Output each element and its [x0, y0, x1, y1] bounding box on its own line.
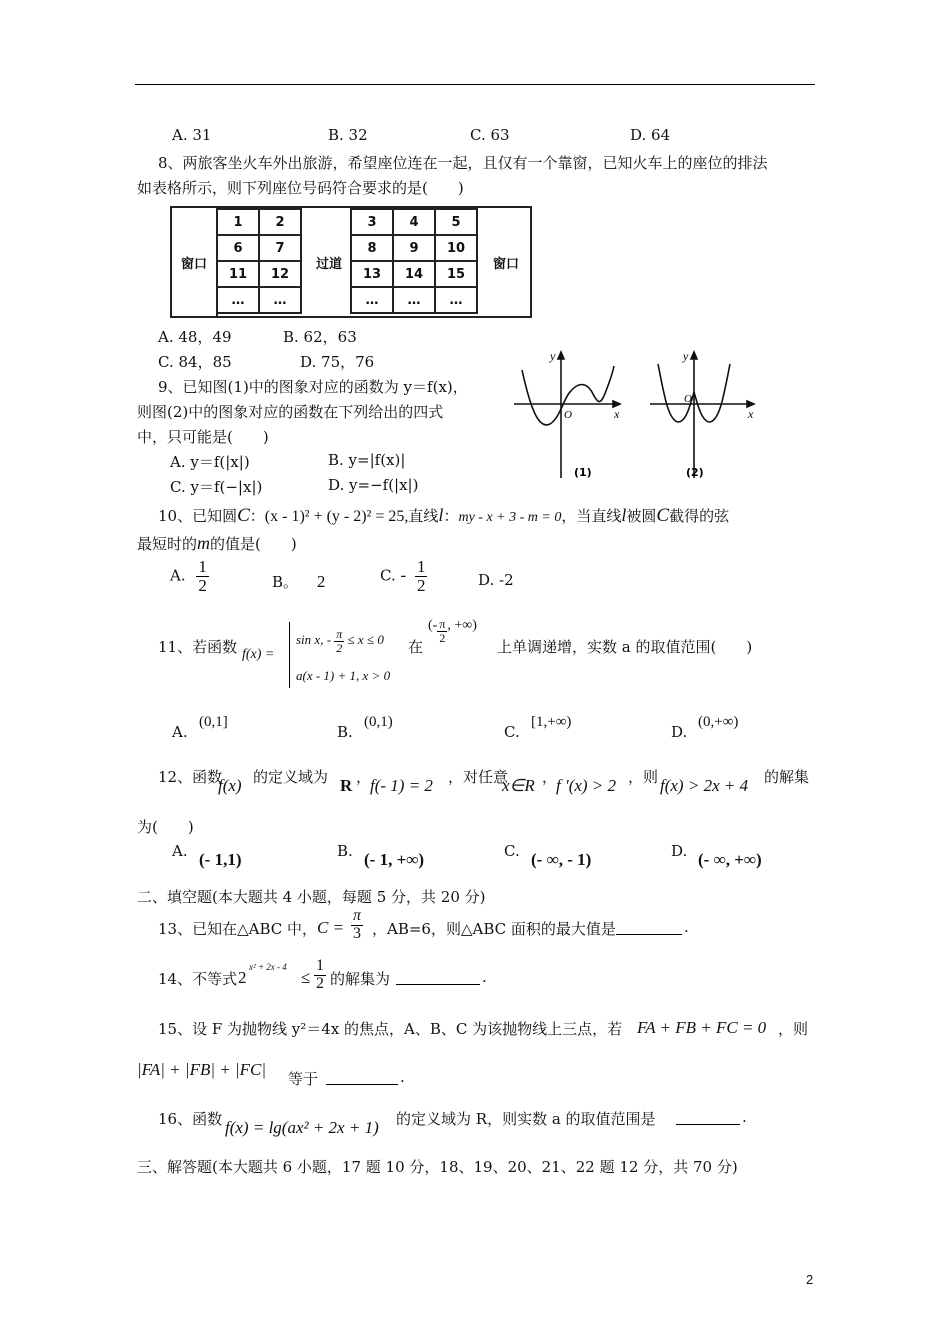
q10-option-d: D. -2: [478, 571, 514, 589]
q13-pi-over-3: [351, 908, 363, 943]
q8-option-c: C. 84，85: [158, 353, 232, 371]
q11-option-b-label: B.: [337, 723, 353, 741]
q9-option-c: C. y＝f(−|x|): [170, 478, 263, 496]
q13-prefix: 13、已知在△ABC 中，: [158, 920, 318, 938]
q10-option-b: [272, 571, 325, 592]
q12-comma: ，: [356, 768, 372, 786]
q14-prefix: 14、不等式: [158, 970, 238, 988]
frac-num: π: [439, 617, 446, 631]
q11-prefix: 11、若函数: [158, 638, 238, 656]
q10-line2-a: 最短时的: [137, 535, 198, 553]
q12-option-c-value: (- ∞, - 1): [531, 850, 592, 869]
q8-option-b: B. 62，63: [283, 328, 357, 346]
graph-2: [650, 352, 754, 478]
q10-end-text: 截得的弦: [669, 507, 730, 525]
graph2-label: (2): [686, 466, 704, 479]
seat-cell: 11: [217, 261, 259, 287]
q14-end: .: [482, 968, 487, 986]
seat-block-right: [350, 208, 478, 314]
q12-option-d-label: D.: [671, 842, 688, 860]
q16-expression: f(x) = lg(ax² + 2x + 1): [225, 1118, 379, 1137]
frac-den: 2: [439, 630, 446, 645]
window-right-label: 窗口: [492, 256, 519, 272]
aisle-label: 过道: [315, 256, 342, 272]
q12-t3: ，则: [628, 768, 659, 786]
q14-base: 2: [238, 968, 247, 987]
q10-prefix: 10、已知圆: [158, 507, 238, 525]
section-3-heading: 三、解答题(本大题共 6 小题，17 题 10 分，18、19、20、21、22 题 12 分，共 70 分): [137, 1158, 738, 1176]
q15-magnitude-sum: |FA| + |FB| + |FC|: [137, 1060, 267, 1079]
graph2-x-label: x: [748, 407, 754, 421]
q7-option-b: B. 32: [328, 126, 368, 144]
q12-option-d-value: (- ∞, +∞): [698, 850, 762, 869]
q8-text-line1: 8、两旅客坐火车外出旅游，希望座位连在一起，且仅有一个靠窗，已知火车上的座位的排法: [158, 154, 768, 172]
graph1-origin: O: [564, 409, 572, 421]
q10-mid-text: ，当直线: [561, 507, 622, 525]
seat-cell: …: [351, 287, 393, 313]
graph1-y-label: y: [550, 349, 556, 363]
q16-answer-blank[interactable]: [676, 1124, 740, 1125]
q11-in: 在: [408, 638, 424, 656]
q15-then: ，则: [778, 1020, 809, 1038]
q12-t2: ，对任意: [448, 768, 509, 786]
q15-line2-suffix: 等于: [288, 1070, 319, 1088]
seat-cell: …: [435, 287, 477, 313]
q8-option-a: A. 48，49: [158, 328, 232, 346]
q10-option-c-label: C.: [380, 566, 396, 585]
q10-option-a-fraction: [196, 558, 209, 595]
q7-option-a: A. 31: [172, 126, 212, 144]
seat-cell: 5: [435, 209, 477, 235]
q14-exponent: x² + 2x - 4: [249, 962, 287, 972]
seat-cell: …: [393, 287, 435, 313]
seat-cell: 12: [259, 261, 301, 287]
frac-den: 2: [316, 974, 324, 992]
graph1-label: (1): [574, 466, 592, 479]
q8-text-line2: 如表格所示，则下列座位号码符合要求的是( ): [137, 179, 464, 197]
q9-option-a: A. y＝f(|x|): [170, 453, 250, 471]
q11-case1-tail: ≤ x ≤ 0: [347, 632, 384, 648]
q12-comma-2: ，: [542, 768, 558, 786]
q13-end: .: [684, 918, 689, 936]
page-number: 2: [806, 1272, 814, 1287]
q11-option-d-value: (0,+∞): [698, 714, 739, 730]
q11-option-b-value: (0,1): [364, 714, 393, 730]
q11-fx: f(x) =: [242, 647, 275, 662]
seat-cell: 3: [351, 209, 393, 235]
q10-option-c: [380, 558, 427, 595]
frac-num: 1: [316, 957, 324, 974]
frac-num: 1: [416, 557, 426, 576]
q12-option-a-label: A.: [172, 842, 188, 860]
q10-circle-equation: (x - 1)² + (y - 2)² = 25,: [264, 508, 409, 525]
q14-le: ≤: [301, 968, 311, 987]
q10-m: m: [197, 533, 211, 553]
q14-one-half: [314, 958, 326, 993]
q10-line1: 10、已知圆C：(x - 1)² + (y - 2)² = 25,直线l：my - x + 3 - m = 0，当直线l被圆C截得的弦: [158, 505, 730, 526]
q10-line-l: l: [438, 505, 444, 525]
q11-case1-frac: [334, 628, 344, 654]
q13-suffix: ，AB=6，则△ABC 面积的最大值是: [372, 920, 616, 938]
q9-option-d: D. y=−f(|x|): [328, 476, 419, 494]
q10-option-b-value: 2: [316, 572, 326, 591]
q12-option-b-label: B.: [337, 842, 353, 860]
seat-cell: 13: [351, 261, 393, 287]
seat-cell: 10: [435, 235, 477, 261]
q11-case1: [296, 628, 384, 654]
q11-option-d-label: D.: [671, 723, 688, 741]
frac-num: π: [336, 627, 343, 641]
header-rule: [135, 84, 815, 85]
q9-figures: [508, 346, 788, 482]
q11-suffix: 上单调递增，实数 a 的取值范围( ): [497, 638, 753, 656]
graph1-x-label: x: [614, 407, 620, 421]
frac-den: 3: [353, 924, 361, 942]
seat-cell: …: [217, 287, 259, 313]
q11-option-a-label: A.: [172, 723, 188, 741]
q16-suffix: 的定义域为 R，则实数 a 的取值范围是: [396, 1110, 656, 1128]
q9-text-line1: 9、已知图(1)中的图象对应的函数为 y＝f(x)，: [158, 378, 468, 396]
q12-inequality: f(x) > 2x + 4: [660, 776, 749, 795]
q15-vector-sum: FA + FB + FC = 0: [637, 1018, 767, 1037]
seat-cell: …: [259, 287, 301, 313]
q10-colon: ：: [249, 507, 265, 525]
q10-line2-b: 的值是( ): [210, 535, 297, 553]
seat-table: [170, 206, 532, 318]
frac-num: π: [353, 907, 362, 924]
q11-case1-head: sin x, -: [296, 632, 332, 648]
q11-interval: [428, 618, 477, 644]
q14-fraction: [314, 958, 326, 993]
section-2-heading: 二、填空题(本大题共 4 小题，每题 5 分，共 20 分): [137, 888, 486, 906]
seat-cell: 7: [259, 235, 301, 261]
q12-option-b-value: (- 1, +∞): [364, 850, 425, 869]
q10-option-a: [170, 558, 209, 595]
q10-option-c-fraction: [415, 558, 428, 595]
seat-cell: 9: [393, 235, 435, 261]
q11-interval-tail: , +∞): [447, 618, 477, 633]
q10-circle-name-2: C: [656, 505, 670, 526]
q14-suffix: 的解集为: [330, 970, 391, 988]
q10-option-b-label: B。: [272, 573, 299, 591]
q11-case2: a(x - 1) + 1, x > 0: [296, 668, 391, 683]
window-left-label: 窗口: [172, 208, 218, 316]
seat-block-left: [216, 208, 302, 314]
frac-den: 2: [198, 575, 207, 595]
q9-text-line2: 则图(2)中的图象对应的函数在下列给出的四式: [137, 403, 444, 421]
q10-line-equation: my - x + 3 - m = 0: [458, 510, 562, 525]
q12-t4: 的解集: [764, 768, 810, 786]
q13-C-eq: C =: [317, 918, 345, 937]
q10-option-c-sign: -: [400, 565, 407, 585]
q15-answer-blank[interactable]: [326, 1084, 398, 1085]
q12-R: R: [340, 776, 353, 795]
q12-x-in-R: x∈R: [502, 776, 535, 795]
seat-cell: 2: [259, 209, 301, 235]
frac-den: 2: [336, 640, 343, 655]
seat-cell: 6: [217, 235, 259, 261]
q7-option-c: C. 63: [470, 126, 510, 144]
q16-end: .: [742, 1108, 747, 1126]
frac-num: 1: [198, 557, 207, 576]
q7-option-d: D. 64: [630, 126, 671, 144]
q9-text-line3: 中，只可能是( ): [137, 428, 269, 446]
q16-prefix: 16、函数: [158, 1110, 223, 1128]
q10-circle-name: C: [237, 505, 250, 526]
q13-fraction: [351, 908, 363, 943]
q8-option-d: D. 75，76: [300, 353, 375, 371]
q15-line1: 15、设 F 为抛物线 y²＝4x 的焦点，A、B、C 为该抛物线上三点，若: [158, 1020, 623, 1038]
q10-line-l-2: l: [621, 505, 627, 525]
frac-den: 2: [416, 575, 426, 595]
q12-t1: 的定义域为: [253, 768, 329, 786]
q11-option-c-value: [1,+∞): [531, 714, 572, 730]
seat-cell: 14: [393, 261, 435, 287]
q11-brace: [289, 622, 290, 688]
q11-interval-head: (-: [428, 618, 438, 633]
q12-f-neg1: f(- 1) = 2: [370, 776, 433, 795]
seat-cell: 15: [435, 261, 477, 287]
q13-answer-blank[interactable]: [616, 934, 682, 935]
q9-option-b: B. y=|f(x)|: [328, 451, 406, 469]
q14-answer-blank[interactable]: [396, 984, 480, 985]
graph2-y-label: y: [683, 349, 689, 363]
graph2-origin: O: [684, 393, 692, 405]
q10-line2: [137, 533, 297, 554]
q12-fx: f(x): [218, 776, 242, 795]
seat-cell: 4: [393, 209, 435, 235]
seat-cell: 8: [351, 235, 393, 261]
q10-option-a-label: A.: [170, 566, 186, 585]
q11-option-c-label: C.: [504, 723, 520, 741]
q12-prefix: 12、函数: [158, 768, 223, 786]
q12-line2: 为( ): [137, 818, 194, 836]
q15-end: .: [400, 1068, 405, 1086]
q12-option-a-value: (- 1,1): [199, 850, 242, 869]
q10-line-word: 直线: [408, 507, 439, 525]
q12-fprime: f ′(x) > 2: [556, 776, 617, 795]
seat-cell: 1: [217, 209, 259, 235]
q11-interval-frac: [437, 618, 447, 644]
q10-mid-text-2: 被圆: [626, 507, 657, 525]
q11-option-a-value: (0,1]: [199, 714, 228, 730]
q12-option-c-label: C.: [504, 842, 520, 860]
